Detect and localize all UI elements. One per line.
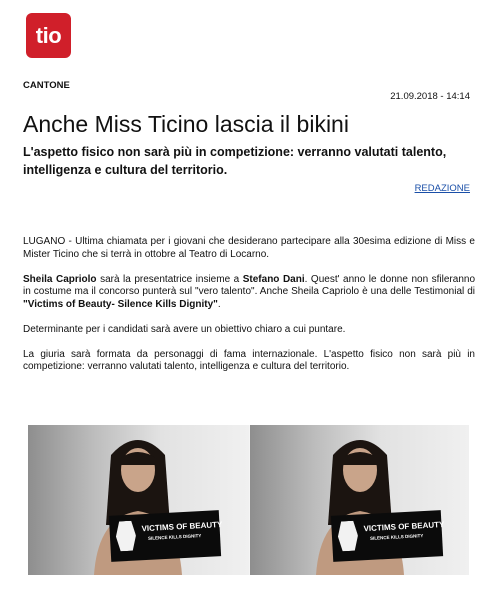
- mask-icon: [337, 521, 359, 552]
- paragraph-text: sarà la presentatrice insieme a: [96, 273, 243, 285]
- article-body: [23, 236, 475, 386]
- sign-title: VICTIMS OF BEAUTY: [362, 519, 445, 534]
- bold-text: "Victims of Beauty- Silence Kills Dignity": [23, 298, 218, 310]
- victims-sign: [330, 510, 445, 562]
- paragraph-text: La giuria sarà formata da personaggi di fama internazionale. L'aspetto fisico non sarà più in competizione: verranno valutati talento, intelligenza e cultura del territorio.: [23, 348, 475, 372]
- bold-text: Stefano Dani: [242, 273, 305, 285]
- article-photo[interactable]: [28, 425, 249, 575]
- sign-subtitle: SILENCE KILLS DIGNITY: [147, 533, 202, 541]
- mask-icon: [115, 521, 137, 552]
- tio-logo[interactable]: tio: [26, 13, 71, 58]
- article-paragraph: [23, 349, 475, 374]
- article-subheadline: L'aspetto fisico non sarà più in competizione: verranno valutati talento, intelligenza e cultura del territorio.: [23, 145, 447, 177]
- article-paragraph: [23, 324, 475, 337]
- sign-title: VICTIMS OF BEAUTY: [141, 519, 223, 534]
- author-link[interactable]: REDAZIONE: [414, 183, 470, 194]
- paragraph-text: . Quest' anno le donne non sfileranno in costume ma il concorso punterà sul "vero talento". Anche Sheila Capriolo è una delle Testimonial di: [23, 273, 476, 297]
- sign-subtitle: SILENCE KILLS DIGNITY: [369, 533, 423, 541]
- bold-text: Sheila Capriolo: [23, 273, 97, 285]
- article-headline: Anche Miss Ticino lascia il bikini: [23, 111, 349, 137]
- publish-date: 21.09.2018 - 14:14: [390, 91, 470, 102]
- article-photo-gallery: [28, 425, 469, 575]
- article-paragraph: [23, 236, 475, 261]
- paragraph-text: .: [217, 298, 221, 310]
- paragraph-text: LUGANO - Ultima chiamata per i giovani che desiderano partecipare alla 30esima edizione di Miss e Mister Ticino che si terrà in ottobre al Teatro di Locarno.: [23, 236, 475, 260]
- victims-sign: [109, 510, 221, 562]
- paragraph-text: Determinante per i candidati sarà avere un obiettivo chiaro a cui puntare.: [23, 323, 346, 335]
- article-paragraph: [23, 274, 475, 312]
- section-label[interactable]: CANTONE: [23, 80, 70, 91]
- article-photo[interactable]: [249, 425, 470, 575]
